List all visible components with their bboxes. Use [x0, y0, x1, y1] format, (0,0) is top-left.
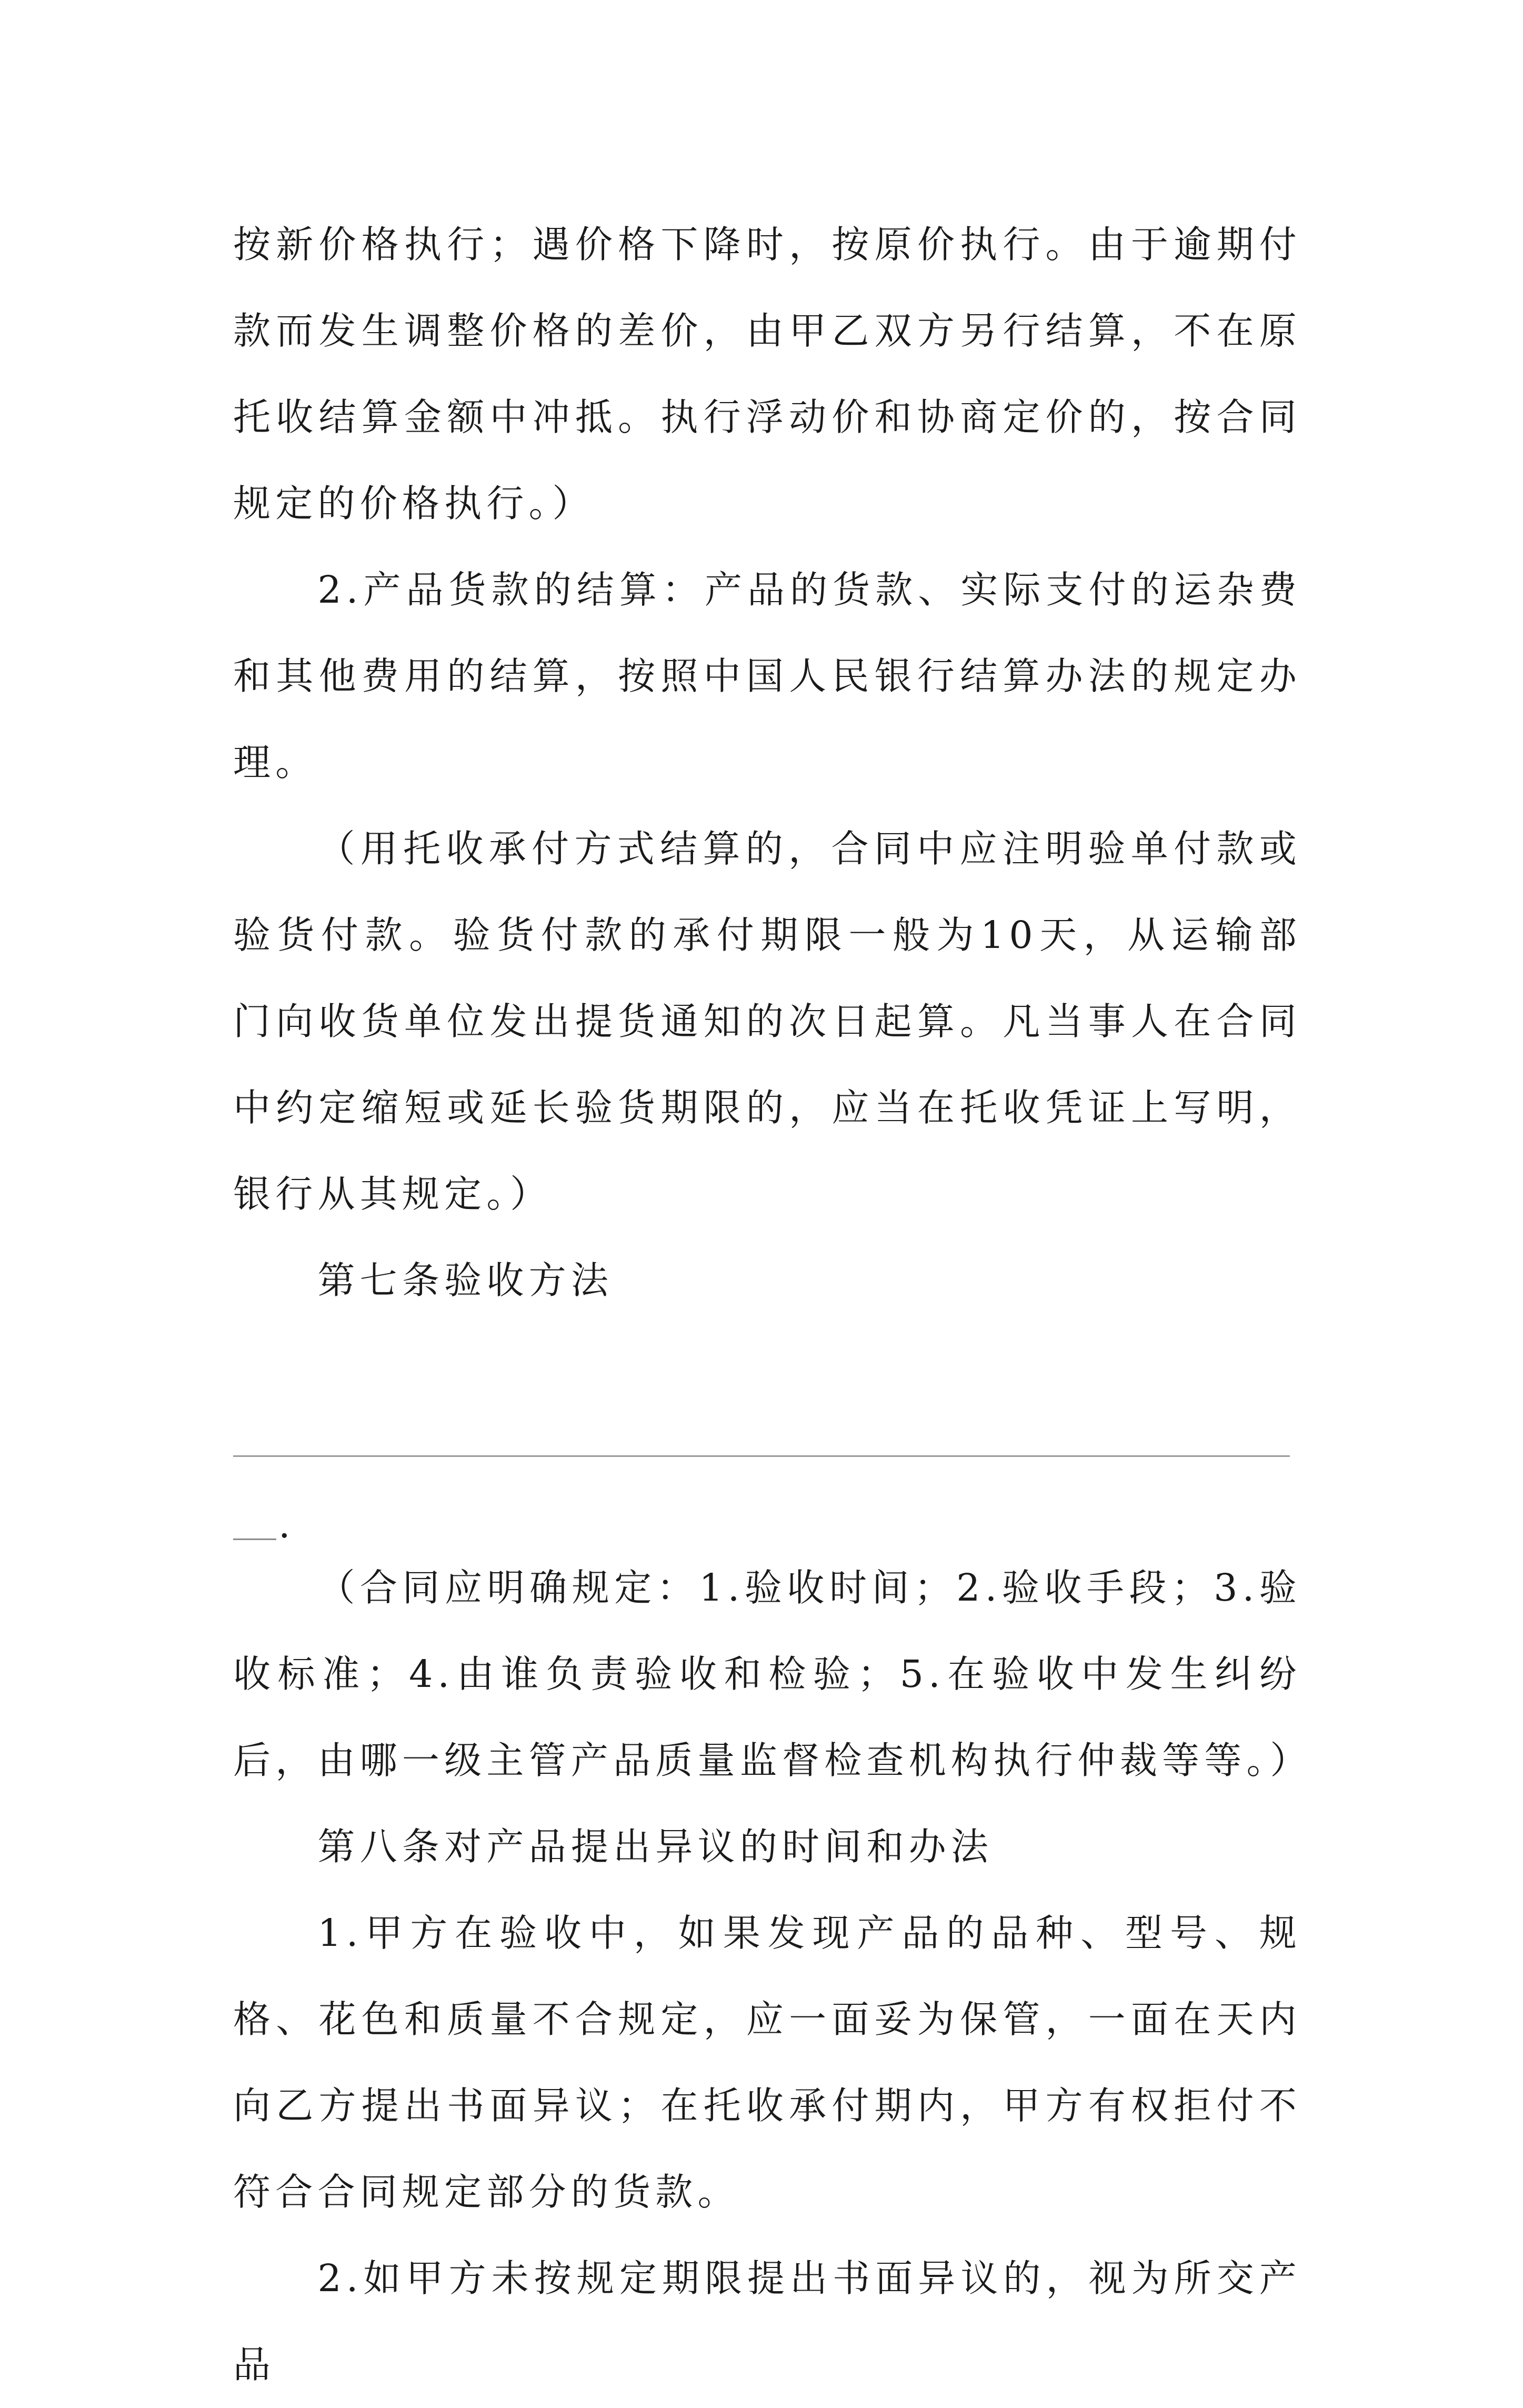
- article-8-title: 第八条对产品提出异议的时间和办法: [317, 1825, 994, 1869]
- document-body: [233, 202, 1312, 2408]
- fill-in-end-mark: .: [278, 1503, 290, 1546]
- paragraph-collection-note: （用托收承付方式结算的，合同中应注明验单付款或验货付款。验货付款的承付期限一般为10天，从运输部门向收货单位发出提货通知的次日起算。凡当事人在合同中约定缩短或延长验货期限的，应当在托收凭证上写明，银行从其规定。）: [233, 827, 1301, 1216]
- paragraph-inspection-note: （合同应明确规定：1.验收时间；2.验收手段；3.验收标准；4.由谁负责验收和检验；5.在验收中发生纠纷后，由哪一级主管产品质量监督检查机构执行仲裁等等。）: [233, 1566, 1312, 1782]
- paragraph-payment-settlement: 2.产品货款的结算：产品的货款、实际支付的运杂费和其他费用的结算，按照中国人民银行结算办法的规定办理。: [233, 568, 1301, 784]
- paragraph-price-execution: 按新价格执行；遇价格下降时，按原价执行。由于逾期付款而发生调整价格的差价，由甲乙双方另行结算，不在原托收结算金额中冲抵。执行浮动价和协商定价的，按合同规定的价格执行。）: [233, 223, 1301, 525]
- fill-in-blank: [233, 1324, 1301, 1545]
- paragraph-objection-1: 1.甲方在验收中，如果发现产品的品种、型号、规格、花色和质量不合规定，应一面妥为保管，一面在天内向乙方提出书面异议；在托收承付期内，甲方有权拒付不符合合同规定部分的货款。: [233, 1911, 1301, 2214]
- fill-in-line: [233, 1455, 1290, 1457]
- paragraph-objection-2: 2.如甲方未按规定期限提出书面异议的，视为所交产品: [233, 2256, 1301, 2386]
- fill-in-line-continuation: [233, 1538, 276, 1540]
- article-7-title: 第七条验收方法: [317, 1258, 614, 1302]
